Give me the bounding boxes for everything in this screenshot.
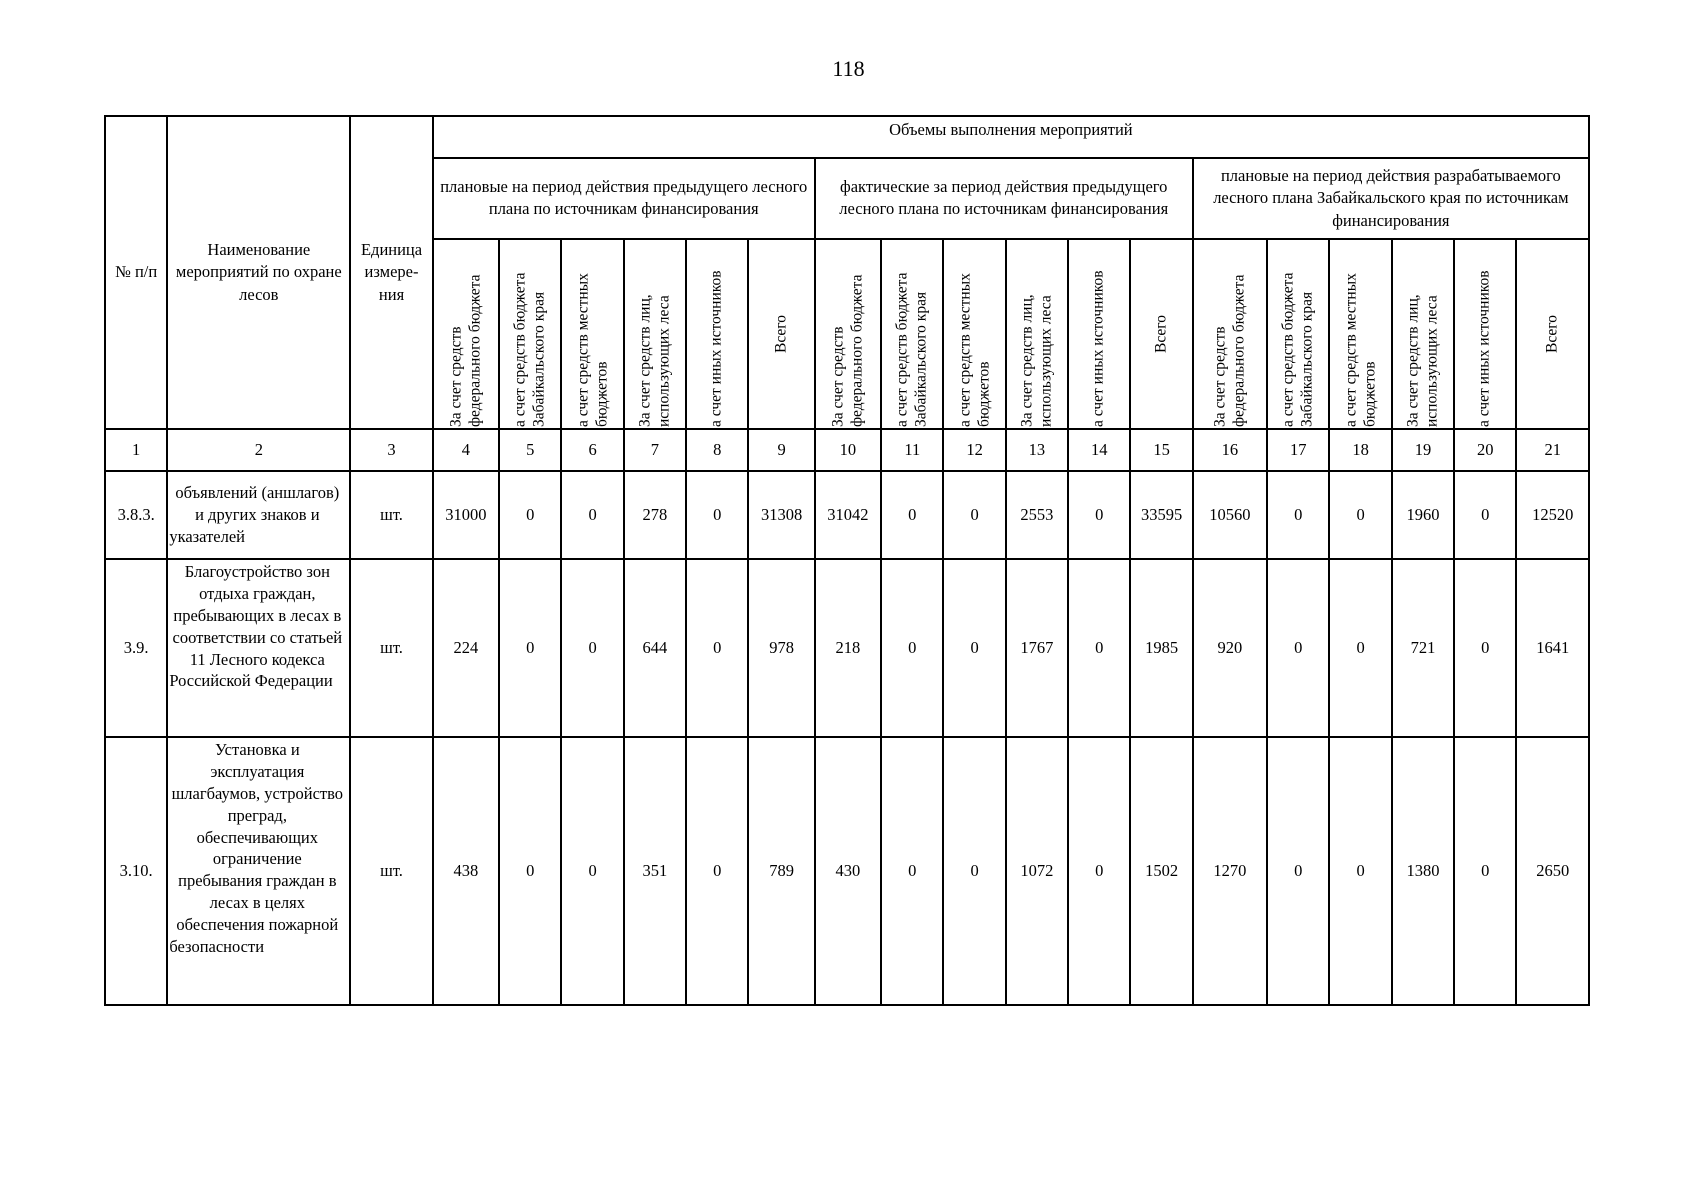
row-value: 31000 [433,471,499,559]
subheader-total: Всего [748,239,814,429]
row-value: 0 [1267,559,1329,737]
header-volumes: Объемы выполнения мероприятий [433,116,1589,158]
row-value: 0 [1068,471,1130,559]
row-value: 31042 [815,471,881,559]
row-value: 438 [433,737,499,1005]
subheader-regional: а счет средств бюджета Забайкальского края [499,239,561,429]
row-value: 0 [1454,737,1516,1005]
row-value: 2553 [1006,471,1068,559]
header-unit: Единица измере- ния [350,116,432,429]
row-value: 0 [881,737,943,1005]
row-value: 0 [499,559,561,737]
subheader-total: Всего [1130,239,1192,429]
column-number: 2 [167,429,350,471]
row-value: 0 [1068,559,1130,737]
column-number: 4 [433,429,499,471]
group-actual-previous: фактические за период действия предыдущего лесного плана по источникам финансирования [815,158,1193,239]
row-value: 351 [624,737,686,1005]
row-value: 1270 [1193,737,1267,1005]
group-planned-previous: плановые на период действия предыдущего лесного плана по источникам финансирования [433,158,815,239]
row-unit: шт. [350,559,432,737]
row-value: 1380 [1392,737,1454,1005]
row-value: 0 [686,559,748,737]
subheader-federal: За счет средств федерального бюджета [1193,239,1267,429]
column-number: 3 [350,429,432,471]
subheader-forest-users: За счет средств лиц, использующих леса [1006,239,1068,429]
row-value: 0 [1267,737,1329,1005]
column-number: 12 [943,429,1005,471]
row-value: 1641 [1516,559,1589,737]
row-value: 0 [943,559,1005,737]
column-number: 5 [499,429,561,471]
row-value: 0 [561,737,623,1005]
subheader-regional: а счет средств бюджета Забайкальского края [881,239,943,429]
row-value: 0 [943,737,1005,1005]
column-number: 13 [1006,429,1068,471]
row-value: 0 [1329,471,1391,559]
row-name: Установка и эксплуатация шлагбаумов, устройство преград, обеспечивающих ограничение пребывания граждан в лесах в целях обеспечения пожарной безопасности [167,737,350,1005]
row-value: 0 [1329,559,1391,737]
row-value: 0 [881,559,943,737]
table-row [105,471,1589,559]
row-value: 278 [624,471,686,559]
header-name: Наименование мероприятий по охране лесов [167,116,350,429]
row-unit: шт. [350,737,432,1005]
subheader-federal: За счет средств федерального бюджета [433,239,499,429]
column-number: 17 [1267,429,1329,471]
column-number: 9 [748,429,814,471]
group-planned-current: плановые на период действия разрабатываемого лесного плана Забайкальского края по источникам финансирования [1193,158,1589,239]
header-number: № п/п [105,116,167,429]
row-name: объявлений (аншлагов) и других знаков и указателей [167,471,350,559]
row-value: 33595 [1130,471,1192,559]
row-value: 0 [561,559,623,737]
column-numbers-row [105,429,1589,471]
column-number: 15 [1130,429,1192,471]
row-value: 1767 [1006,559,1068,737]
row-value: 0 [1329,737,1391,1005]
subheader-local: а счет средств местных бюджетов [943,239,1005,429]
column-number: 7 [624,429,686,471]
row-value: 644 [624,559,686,737]
row-value: 31308 [748,471,814,559]
row-value: 978 [748,559,814,737]
subheader-federal: За счет средств федерального бюджета [815,239,881,429]
row-value: 0 [1267,471,1329,559]
column-number: 10 [815,429,881,471]
forest-protection-table [104,115,1590,1006]
column-number: 1 [105,429,167,471]
column-number: 8 [686,429,748,471]
row-value: 0 [686,471,748,559]
column-number: 20 [1454,429,1516,471]
column-number: 14 [1068,429,1130,471]
page-number: 118 [832,56,865,81]
row-value: 2650 [1516,737,1589,1005]
column-number: 18 [1329,429,1391,471]
subheader-forest-users: За счет средств лиц, использующих леса [624,239,686,429]
table-row [105,737,1589,1005]
row-name: Благоустройство зон отдыха граждан, пребывающих в лесах в соответствии со статьей 11 Лесного кодекса Российской Федерации [167,559,350,737]
row-value: 0 [1454,471,1516,559]
row-number: 3.10. [105,737,167,1005]
subheader-regional: а счет средств бюджета Забайкальского края [1267,239,1329,429]
subheader-other: а счет иных источников [1454,239,1516,429]
row-value: 12520 [1516,471,1589,559]
column-number: 19 [1392,429,1454,471]
row-value: 1960 [1392,471,1454,559]
subheader-forest-users: За счет средств лиц, использующих леса [1392,239,1454,429]
row-number: 3.8.3. [105,471,167,559]
table-row [105,559,1589,737]
row-value: 224 [433,559,499,737]
column-number: 11 [881,429,943,471]
row-value: 1072 [1006,737,1068,1005]
row-value: 1502 [1130,737,1192,1005]
row-value: 721 [1392,559,1454,737]
row-value: 789 [748,737,814,1005]
row-value: 0 [1068,737,1130,1005]
subheader-total: Всего [1516,239,1589,429]
subheader-other: а счет иных источников [686,239,748,429]
subheader-local: а счет средств местных бюджетов [561,239,623,429]
row-value: 920 [1193,559,1267,737]
row-number: 3.9. [105,559,167,737]
column-number: 6 [561,429,623,471]
row-value: 0 [881,471,943,559]
row-value: 0 [686,737,748,1005]
column-number: 21 [1516,429,1589,471]
row-value: 218 [815,559,881,737]
subheader-local: а счет средств местных бюджетов [1329,239,1391,429]
row-value: 10560 [1193,471,1267,559]
row-unit: шт. [350,471,432,559]
row-value: 430 [815,737,881,1005]
row-value: 0 [943,471,1005,559]
row-value: 1985 [1130,559,1192,737]
row-value: 0 [499,471,561,559]
row-value: 0 [499,737,561,1005]
row-value: 0 [561,471,623,559]
subheader-other: а счет иных источников [1068,239,1130,429]
row-value: 0 [1454,559,1516,737]
column-number: 16 [1193,429,1267,471]
